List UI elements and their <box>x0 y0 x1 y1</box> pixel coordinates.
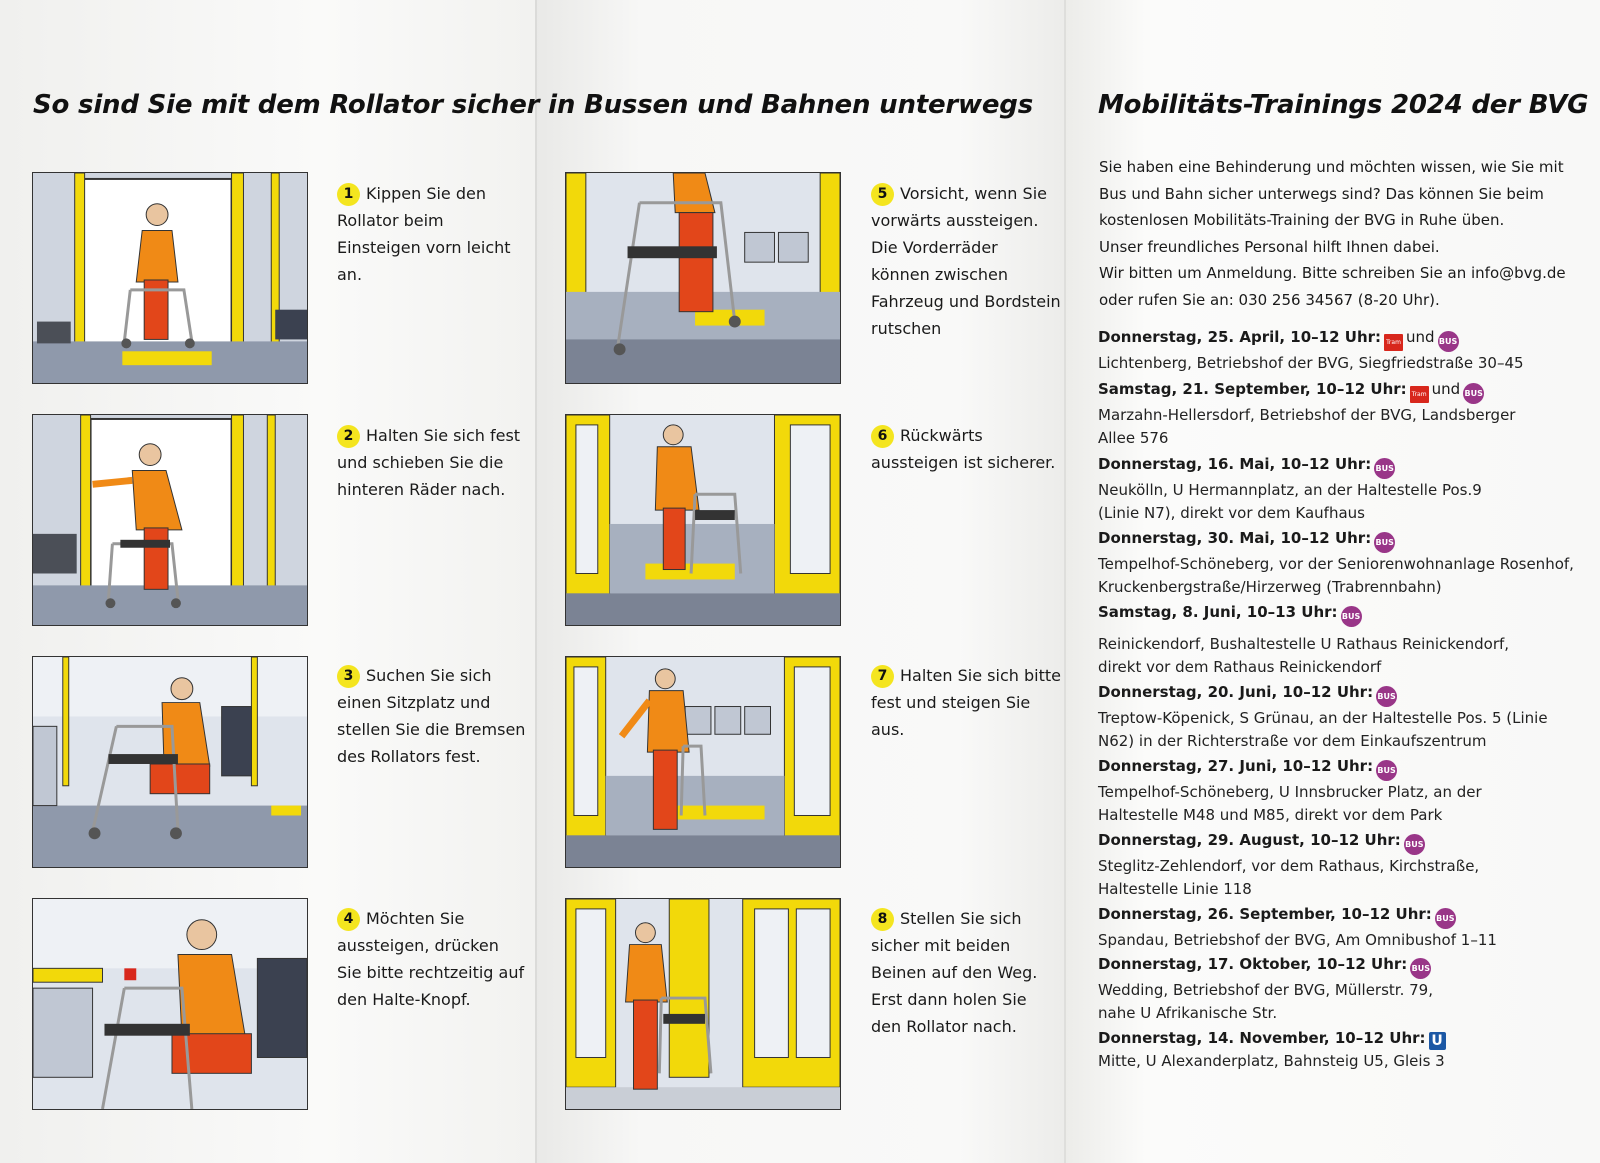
and-label: und <box>1431 380 1461 398</box>
event-date: Donnerstag, 17. Oktober, 10–12 Uhr: <box>1098 955 1408 973</box>
step-instruction: Suchen Sie sich einen Sitzplatz und stellen Sie die Bremsen des Rollators fest. <box>337 666 526 766</box>
fold-line <box>535 0 537 1163</box>
main-title: So sind Sie mit dem Rollator sicher in Bussen und Bahnen unterwegs <box>33 90 1033 120</box>
and-label: und <box>1406 328 1435 346</box>
event-location: Neukölln, U Hermannplatz, an der Haltestelle Pos.9 (Linie N7), direkt vor dem Kaufhaus <box>1098 481 1482 522</box>
event-location: Spandau, Betriebshof der BVG, Am Omnibushof 1–11 <box>1098 931 1497 949</box>
event-item <box>1098 829 1588 900</box>
ubahn-icon: U <box>1429 1032 1446 1050</box>
event-date: Donnerstag, 16. Mai, 10–12 Uhr: <box>1098 455 1372 473</box>
step-instruction: Möchten Sie aussteigen, drücken Sie bitte rechtzeitig auf den Halte-Knopf. <box>337 909 525 1009</box>
intro-line: oder rufen Sie an: 030 256 34567 (8-20 Uhr). <box>1099 290 1440 309</box>
step-2-text <box>337 422 527 503</box>
bus-icon: BUS <box>1410 958 1431 979</box>
event-date: Donnerstag, 20. Juni, 10–12 Uhr: <box>1098 683 1374 701</box>
tram-icon: Tram <box>1384 334 1403 351</box>
event-location: Marzahn-Hellersdorf, Betriebshof der BVG, Landsberger Allee 576 <box>1098 406 1516 447</box>
bus-icon: BUS <box>1435 908 1456 929</box>
step-instruction: Halten Sie sich fest und schieben Sie die hinteren Räder nach. <box>337 426 521 499</box>
step-6-text <box>871 422 1061 476</box>
event-date: Donnerstag, 29. August, 10–12 Uhr: <box>1098 831 1401 849</box>
event-location: Reinickendorf, Bushaltestelle U Rathaus Reinickendorf, direkt vor dem Rathaus Reinickendorf <box>1098 635 1510 676</box>
event-item <box>1098 1027 1588 1073</box>
step-number-badge: 3 <box>337 665 360 688</box>
illustration-step-8 <box>565 898 841 1110</box>
event-date: Donnerstag, 27. Juni, 10–12 Uhr: <box>1098 757 1374 775</box>
bus-icon: BUS <box>1463 383 1484 404</box>
event-location: Wedding, Betriebshof der BVG, Müllerstr. 79, nahe U Afrikanische Str. <box>1098 981 1433 1022</box>
event-item <box>1098 953 1588 1024</box>
event-date: Donnerstag, 14. November, 10–12 Uhr: <box>1098 1029 1426 1047</box>
step-number-badge: 1 <box>337 183 360 206</box>
intro-line: Bus und Bahn sicher unterwegs sind? Das können Sie beim <box>1099 184 1544 203</box>
step-3-text <box>337 662 527 770</box>
step-8-text <box>871 905 1061 1040</box>
fold-line <box>1064 0 1066 1163</box>
bus-icon: BUS <box>1438 331 1459 352</box>
illustration-step-7 <box>565 656 841 868</box>
bus-icon: BUS <box>1376 686 1397 707</box>
event-date: Donnerstag, 25. April, 10–12 Uhr: <box>1098 328 1382 346</box>
bus-icon: BUS <box>1376 760 1397 781</box>
bus-icon: BUS <box>1374 532 1395 553</box>
tram-icon: Tram <box>1410 386 1429 403</box>
training-title: Mobilitäts-Trainings 2024 der BVG <box>1098 90 1589 120</box>
illustration-step-5 <box>565 172 841 384</box>
bus-icon: BUS <box>1341 606 1362 627</box>
bus-icon: BUS <box>1404 834 1425 855</box>
step-1-text <box>337 180 527 288</box>
event-location: Tempelhof-Schöneberg, vor der Seniorenwohnanlage Rosenhof, Kruckenbergstraße/Hirzerweg (Trabrennbahn) <box>1098 555 1574 596</box>
event-item <box>1098 903 1588 952</box>
step-7-text <box>871 662 1061 743</box>
event-location: Tempelhof-Schöneberg, U Innsbrucker Platz, an der Haltestelle M48 und M85, direkt vor dem Park <box>1098 783 1482 824</box>
event-date: Samstag, 8. Juni, 10–13 Uhr: <box>1098 603 1338 621</box>
step-instruction: Kippen Sie den Rollator beim Einsteigen vorn leicht an. <box>337 184 511 284</box>
step-instruction: Stellen Sie sich sicher mit beiden Beinen auf den Weg. Erst dann holen Sie den Rollator nach. <box>871 909 1038 1036</box>
step-number-badge: 2 <box>337 425 360 448</box>
illustration-step-2 <box>32 414 308 626</box>
event-item <box>1098 453 1588 524</box>
event-location: Mitte, U Alexanderplatz, Bahnsteig U5, Gleis 3 <box>1098 1052 1445 1070</box>
event-item <box>1098 326 1588 375</box>
step-number-badge: 5 <box>871 183 894 206</box>
event-item <box>1098 755 1588 826</box>
step-4-text <box>337 905 527 1013</box>
event-item <box>1098 527 1588 598</box>
illustration-step-4 <box>32 898 308 1110</box>
step-number-badge: 7 <box>871 665 894 688</box>
event-location: Steglitz-Zehlendorf, vor dem Rathaus, Kirchstraße, Haltestelle Linie 118 <box>1098 857 1480 898</box>
step-number-badge: 4 <box>337 908 360 931</box>
event-item <box>1098 378 1588 449</box>
illustration-step-1 <box>32 172 308 384</box>
intro-line: Sie haben eine Behinderung und möchten wissen, wie Sie mit <box>1099 158 1564 176</box>
event-location: Treptow-Köpenick, S Grünau, an der Haltestelle Pos. 5 (Linie N62) in der Richterstraße vor dem Einkaufszentrum <box>1098 709 1548 750</box>
step-instruction: Rückwärts aussteigen ist sicherer. <box>871 426 1056 472</box>
intro-line: kostenlosen Mobilitäts-Training der BVG in Ruhe üben. <box>1099 211 1505 229</box>
intro-text <box>1099 154 1579 313</box>
illustration-step-6 <box>565 414 841 626</box>
event-date: Donnerstag, 30. Mai, 10–12 Uhr: <box>1098 529 1372 547</box>
step-5-text <box>871 180 1061 342</box>
intro-line: Wir bitten um Anmeldung. Bitte schreiben Sie an info@bvg.de <box>1099 264 1566 282</box>
event-date: Samstag, 21. September, 10–12 Uhr: <box>1098 380 1407 398</box>
step-number-badge: 6 <box>871 425 894 448</box>
illustration-step-3 <box>32 656 308 868</box>
bus-icon: BUS <box>1374 458 1395 479</box>
step-instruction: Halten Sie sich bitte fest und steigen Sie aus. <box>871 666 1061 739</box>
event-date: Donnerstag, 26. September, 10–12 Uhr: <box>1098 905 1432 923</box>
intro-line: Unser freundliches Personal hilft Ihnen dabei. <box>1099 237 1440 256</box>
step-number-badge: 8 <box>871 908 894 931</box>
event-item <box>1098 681 1588 752</box>
event-location: Lichtenberg, Betriebshof der BVG, Siegfriedstraße 30–45 <box>1098 354 1524 372</box>
event-item <box>1098 601 1588 678</box>
step-instruction: Vorsicht, wenn Sie vorwärts aussteigen. Die Vorderräder können zwischen Fahrzeug und Bordstein rutschen <box>871 184 1061 338</box>
